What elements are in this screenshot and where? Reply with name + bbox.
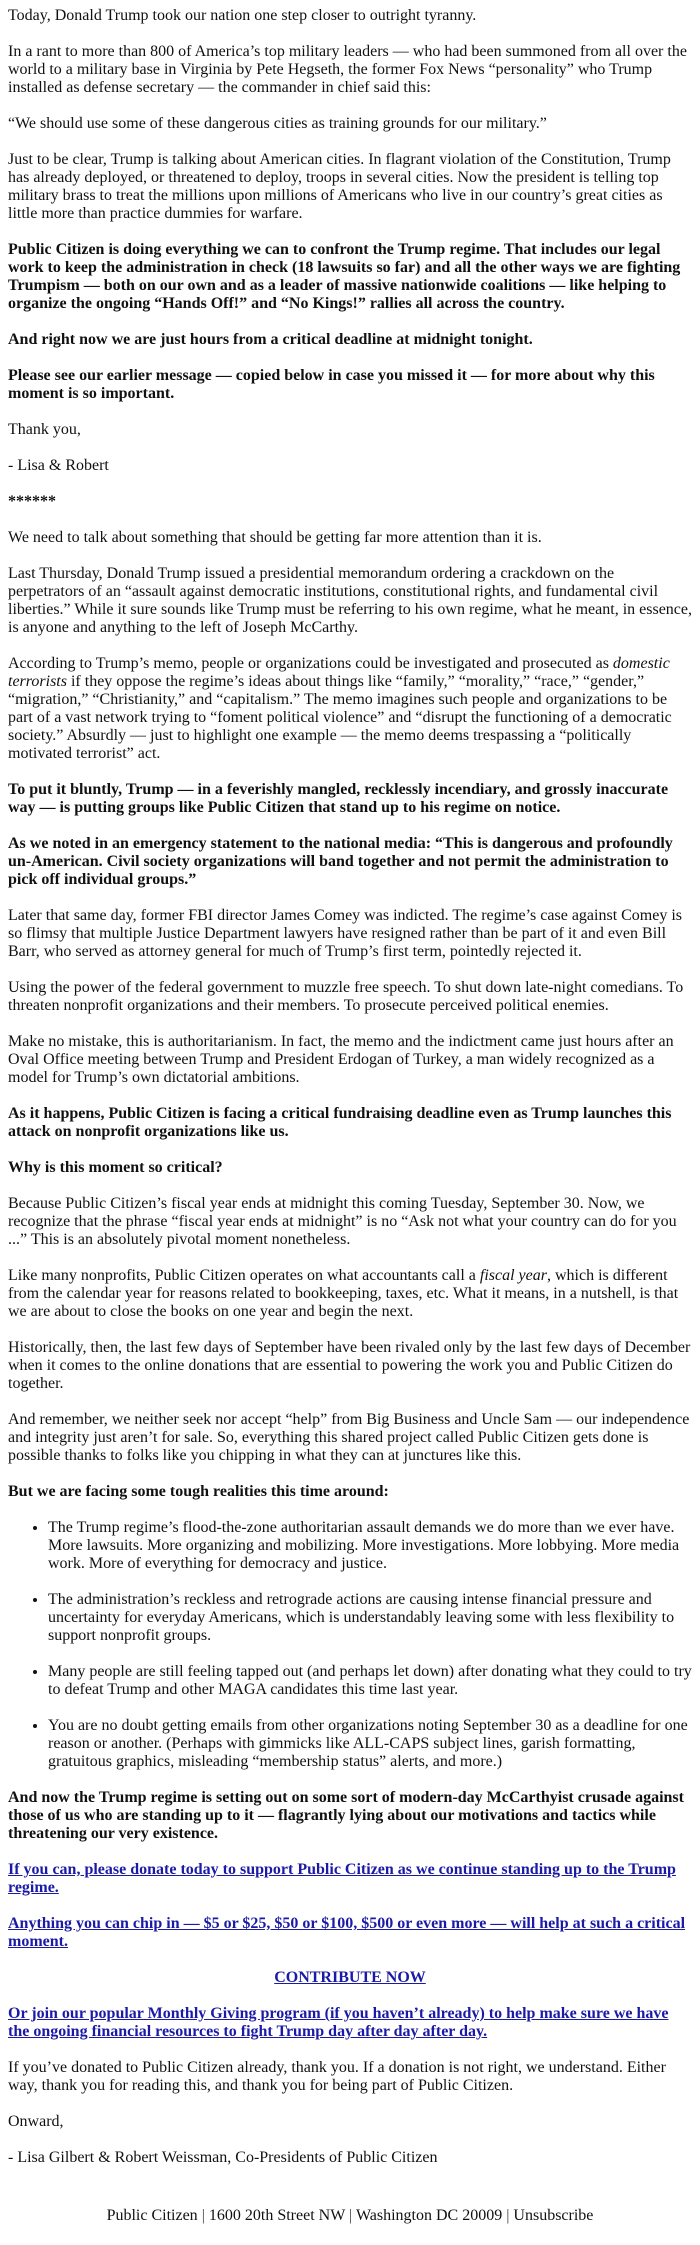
closing-paragraph: If you’ve donated to Public Citizen already, thank you. If a donation is not right, we understand. Either way, thank you for reading this, and thank you for being part of Public Citizen. xyxy=(8,2059,666,2094)
footer-city: Washington DC 20009 xyxy=(355,2207,503,2224)
text-span: According to Trump’s memo, people or organizations could be investigated and prosecuted as xyxy=(8,655,613,672)
signature-full: - Lisa Gilbert & Robert Weissman, Co-Presidents of Public Citizen xyxy=(8,2149,438,2166)
contribute-now-paragraph xyxy=(8,1969,692,1987)
media-statement-paragraph: As we noted in an emergency statement to the national media: “This is dangerous and profoundly un-American. Civil society organizations will band together and not permit the administration to pick off individual groups.” xyxy=(8,835,673,888)
signature-short: - Lisa & Robert xyxy=(8,457,109,474)
list-item: • Many people are still feeling tapped out (and perhaps let down) after donating what they could to try to defeat Trump and other MAGA candidates this time last year. xyxy=(48,1663,692,1699)
earlier-paragraph: Later that same day, former FBI director James Comey was indicted. The regime’s case against Comey is so flimsy that multiple Justice Department lawyers have resigned rather than be part of it and even Bill Barr, who served as attorney general for much of Trump’s first term, pointedly rejected it. xyxy=(8,907,683,960)
email-footer xyxy=(8,2207,692,2245)
earlier-paragraph: Historically, then, the last few days of September have been rivaled only by the last few days of December when it comes to the online donations that are essential to powering the work you and Public Citizen do together. xyxy=(8,1339,691,1392)
list-item: • The Trump regime’s flood-the-zone authoritarian assault demands we do more than we ever have. More lawsuits. More organizing and mobilizing. More investigations. More lobbying. More media work. More of everything for democracy and justice. xyxy=(48,1519,692,1573)
bold-paragraph: And now the Trump regime is setting out on some sort of modern-day McCarthyist crusade against those of us who are standing up to it — flagrantly lying about our motivations and tactics while threatening our very existence. xyxy=(8,1789,684,1842)
earlier-paragraph: Make no mistake, this is authoritarianism. In fact, the memo and the indictment came just hours after an Oval Office meeting between Trump and President Erdogan of Turkey, a man widely recognized as a model for Trump’s own dictatorial ambitions. xyxy=(8,1033,674,1086)
onward-line: Onward, xyxy=(8,2113,64,2130)
emphasis-text: fiscal year xyxy=(479,1267,547,1284)
footer-separator: | xyxy=(349,2207,353,2224)
earlier-paragraph xyxy=(8,655,692,763)
section-divider: ****** xyxy=(8,493,56,510)
deadline-paragraph: And right now we are just hours from a critical deadline at midnight tonight. xyxy=(8,331,533,348)
donate-today-link[interactable]: If you can, please donate today to support Public Citizen as we continue standing up to the Trump regime. xyxy=(8,1861,676,1896)
earlier-paragraph: Because Public Citizen’s fiscal year ends at midnight this coming Tuesday, September 30. Now, we recognize that the phrase “fiscal year ends at midnight” is no “Ask not what your country can do for you ...” This is an absolutely pivotal moment nonetheless. xyxy=(8,1195,677,1248)
earlier-paragraph: Last Thursday, Donald Trump issued a presidential memorandum ordering a crackdown on the perpetrators of an “assault against democratic institutions, constitutional rights, and fundamental civil liberties.” While it sure sounds like Trump must be referring to his own regime, what he meant, in essence, is anyone and anything to the left of Joseph McCarthy. xyxy=(8,565,693,636)
chip-in-link-paragraph xyxy=(8,1915,692,1951)
earlier-paragraph: And remember, we neither seek nor accept “help” from Big Business and Uncle Sam — our independence and integrity just aren’t for sale. So, everything this shared project called Public Citizen gets done is possible thanks to folks like you chipping in what they can at junctures like this. xyxy=(8,1411,690,1464)
earlier-paragraph: We need to talk about something that should be getting far more attention than it is. xyxy=(8,529,542,546)
intro-paragraph: In a rant to more than 800 of America’s top military leaders — who had been summoned from all over the world to a military base in Virginia by Pete Hegseth, the former Fox News “personality” who Trump installed as defense secretary — the commander in chief said this: xyxy=(8,43,687,96)
bold-paragraph: But we are facing some tough realities this time around: xyxy=(8,1483,389,1500)
intro-paragraph: Today, Donald Trump took our nation one step closer to outright tyranny. xyxy=(8,7,477,24)
footer-separator: | xyxy=(201,2207,205,2224)
text-span: Like many nonprofits, Public Citizen operates on what accountants call a xyxy=(8,1267,480,1284)
realities-list xyxy=(8,1519,692,1771)
thanks-line: Thank you, xyxy=(8,421,81,438)
bold-paragraph: Public Citizen is doing everything we can to confront the Trump regime. That includes our legal work to keep the administration in check (18 lawsuits so far) and all the other ways we are fighting Trumpism — both on our own and as a leader of massive nationwide coalitions — like helping to organize the ongoing “Hands Off!” and “No Kings!” rallies all across the country. xyxy=(8,241,681,312)
donate-link-paragraph xyxy=(8,1861,692,1897)
emphasis-text: domestic terrorists xyxy=(8,655,670,690)
list-item: • The administration’s reckless and retrograde actions are causing intense financial pressure and uncertainty for everyday Americans, which is understandably leaving some with less flexibility to support nonprofit groups. xyxy=(48,1591,692,1645)
earlier-paragraph: Using the power of the federal government to muzzle free speech. To shut down late-night comedians. To threaten nonprofit organizations and their members. To prosecute perceived political enemies. xyxy=(8,979,684,1014)
list-item: • You are no doubt getting emails from other organizations noting September 30 as a deadline for one reason or another. (Perhaps with gimmicks like ALL-CAPS subject lines, garish formatting, gratuitous graphics, misleading “membership status” alerts, and more.) xyxy=(48,1717,692,1771)
footer-separator: | xyxy=(506,2207,510,2224)
earlier-paragraph xyxy=(8,1267,692,1321)
monthly-giving-link[interactable]: Or join our popular Monthly Giving program (if you haven’t already) to help make sure we have the ongoing financial resources to fight Trump day after day after day. xyxy=(8,2005,669,2040)
chip-in-link[interactable]: Anything you can chip in — $5 or $25, $50 or $100, $500 or even more — will help at such a critical moment. xyxy=(8,1915,686,1950)
contribute-now-button[interactable]: CONTRIBUTE NOW xyxy=(274,1969,426,1986)
bold-paragraph: To put it bluntly, Trump — in a feverishly mangled, recklessly incendiary, and grossly inaccurate way — is putting groups like Public Citizen that stand up to his regime on notice. xyxy=(8,781,669,816)
quote-paragraph: “We should use some of these dangerous cities as training grounds for our military.” xyxy=(8,115,547,132)
text-span: , which is different from the calendar year for reasons related to bookkeeping, taxes, etc. What it means, in a nutshell, is that we are about to close the books on one year and begin the next. xyxy=(8,1267,679,1320)
bold-paragraph: Please see our earlier message — copied below in case you missed it — for more about why this moment is so important. xyxy=(8,367,655,402)
footer-address: 1600 20th Street NW xyxy=(208,2207,346,2224)
subheading: Why is this moment so critical? xyxy=(8,1159,223,1176)
bold-paragraph: As it happens, Public Citizen is facing a critical fundraising deadline even as Trump launches this attack on nonprofit organizations like us. xyxy=(8,1105,672,1140)
monthly-giving-paragraph xyxy=(8,2005,692,2041)
unsubscribe-link[interactable]: Unsubscribe xyxy=(513,2207,594,2224)
intro-paragraph: Just to be clear, Trump is talking about American cities. In flagrant violation of the Constitution, Trump has already deployed, or threatened to deploy, troops in several cities. Now the president is telling top military brass to treat the millions upon millions of Americans who live in our country’s great cities as little more than practice dummies for warfare. xyxy=(8,151,671,222)
footer-org: Public Citizen xyxy=(106,2207,198,2224)
text-span: if they oppose the regime’s ideas about things like “family,” “morality,” “race,” “gender,” “migration,” “Christianity,” and “capitalism.” The memo imagines such people and organizations to be part of a vast network trying to “foment political violence” and “disrupt the functioning of a democratic society.” Absurdly — just to highlight one example — the memo deems trespassing a “politically motivated terrorist” act. xyxy=(8,673,672,762)
